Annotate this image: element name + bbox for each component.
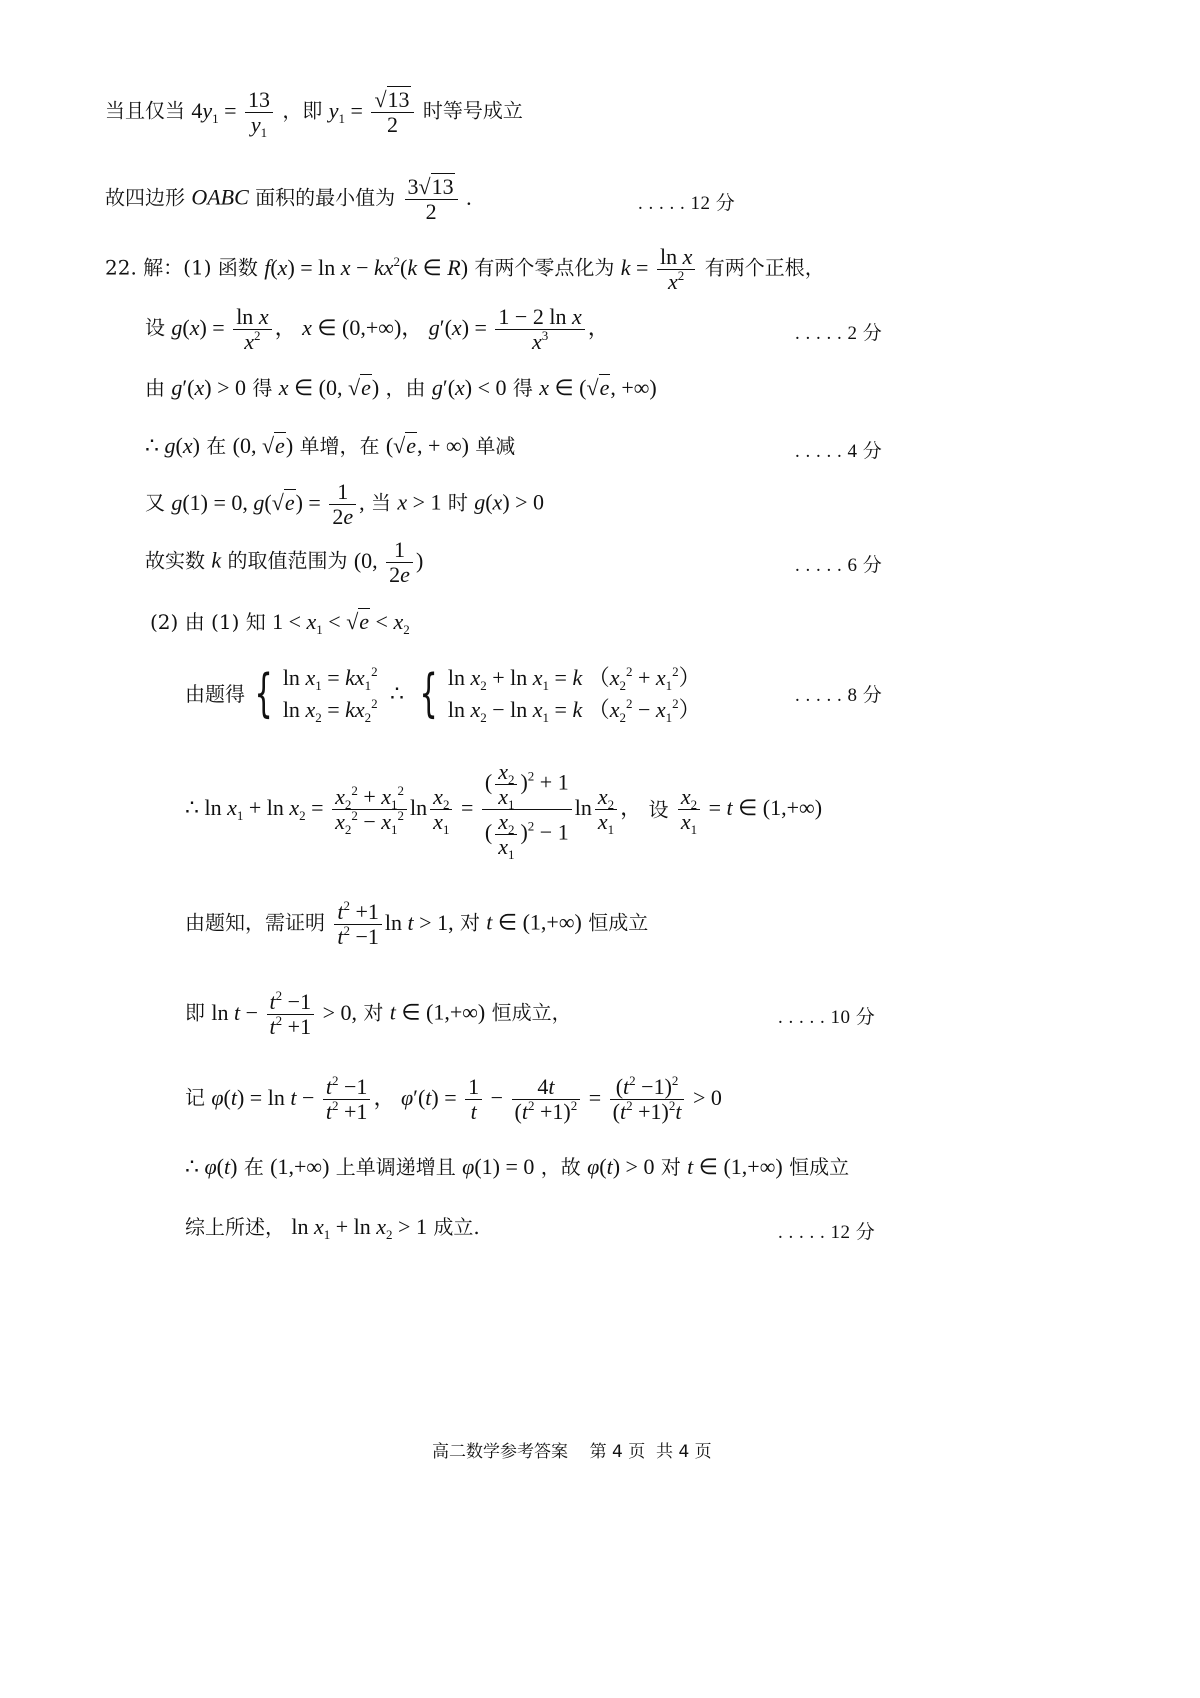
- line-system: [185, 662, 701, 726]
- math: φ(t) = ln t − $\frac{t^2 -1}{t^2 +1}$ ， φ′(t) = $\frac{1}{t}$ − $\frac{4t}{(t^2 +1)^2}$ = $\frac{(t^2 -1)^2}{(t^2 +1)^2t}$ > 0: [211, 1073, 722, 1124]
- text: 故实数: [145, 548, 205, 573]
- math: g(x) > 0: [474, 489, 545, 515]
- text: 面积的最小值为: [255, 185, 396, 210]
- text: 对: [660, 1155, 681, 1179]
- brace-icon: {: [254, 664, 274, 724]
- text: 对: [459, 910, 480, 935]
- text: 在: [206, 434, 227, 458]
- line-phi-monotonic: [185, 1155, 849, 1179]
- text: 时等号成立: [422, 98, 523, 123]
- line-min-area: [105, 175, 472, 224]
- text: 得: [512, 376, 533, 400]
- line-define-g: [145, 305, 610, 354]
- math: t ∈ (1,+∞): [389, 999, 486, 1025]
- math: g(x) = $\frac{\text{ln x}}{x^2}$ ， x ∈ (0,+∞)， g′(x) = $\frac{\text{1 − 2 ln x}}{x^3}$ ，: [171, 304, 610, 354]
- math: ∴ φ(t): [185, 1154, 238, 1179]
- text: 上单调递增且: [335, 1155, 456, 1179]
- math: t ∈ (1,+∞): [687, 1154, 783, 1179]
- math: (√e, + ∞): [385, 433, 469, 458]
- text: 设: [648, 797, 669, 822]
- text: (2) 由 (1) 知: [150, 610, 266, 634]
- math: φ(1) = 0: [462, 1154, 535, 1179]
- text: 综上所述，: [185, 1215, 285, 1239]
- score-8: . . . . . 8 分: [795, 685, 883, 706]
- line-equality-condition: [105, 87, 523, 140]
- brace-icon: {: [419, 664, 439, 724]
- line-part2: [150, 609, 410, 637]
- math: $4y_1$ = $\frac{13}{y_1}$: [191, 98, 276, 123]
- math: ∴ $\ln x_1 + \ln x_2$ = $\frac{x_2^2 + x_1^2}{x_2^2 - x_1^2}$ ln $\frac{x_2}{x_1}$ = ( $\frac{x_2}{x_1}$ )$^2$ + 1 ( $\frac{x_2}{x_1}$ )$^2$ − 1 ln $\frac{x_2}{x_1}$ ，: [185, 759, 643, 862]
- text: 单减: [475, 434, 516, 458]
- text: 恒成立: [588, 910, 649, 935]
- text: 的取值范围为: [227, 548, 348, 573]
- math: $1 < x_1 < √e < x_2$: [272, 609, 410, 637]
- score-12-a: . . . . . 12 分: [638, 193, 736, 214]
- text: 恒成立，: [491, 1000, 572, 1025]
- therefore: ∴: [390, 681, 405, 706]
- math: $\ln x_2 + \ln x_1 = k$ $(x_2^2 + x_1^2)$ $\ln x_2 - \ln x_1 = k$ $(x_2^2 - x_1^2)$: [447, 664, 701, 725]
- math: $\frac{x_2}{x_1}$ = t ∈ (1,+∞): [675, 795, 822, 820]
- text: 由题知，需证明: [185, 910, 325, 935]
- math: x ∈ (√e, +∞): [539, 375, 657, 400]
- text: 对: [363, 1000, 384, 1025]
- text: ，故: [540, 1155, 581, 1179]
- text: 由题得: [185, 682, 245, 706]
- text: 当且仅当: [105, 98, 185, 123]
- text: ，即: [282, 98, 323, 123]
- math: $\frac{t^2 +1}{t^2 -1}$ ln t > 1,: [331, 910, 453, 935]
- math: g′(x) < 0: [431, 375, 507, 400]
- line-phi: [185, 1075, 722, 1124]
- text: 设: [145, 315, 165, 340]
- math: OABC: [191, 184, 249, 210]
- text: 又: [145, 490, 165, 515]
- math: t ∈ (1,+∞): [486, 909, 582, 935]
- line-monotonic-g: [145, 434, 515, 458]
- text: 恒成立: [789, 1155, 850, 1179]
- math: k: [211, 547, 222, 573]
- text: 当: [370, 490, 391, 515]
- text: ，由: [385, 376, 426, 400]
- math: x ∈ (0, √e): [278, 375, 380, 400]
- line-equivalent: [185, 990, 572, 1039]
- text: 成立.: [433, 1215, 480, 1239]
- text: 即: [185, 1000, 205, 1025]
- math: ∴ g(x): [145, 433, 200, 458]
- line-q22-intro: [105, 245, 825, 294]
- text: 得: [252, 376, 273, 400]
- math: g(1) = 0, g(√e) = $\frac{1}{2e}$ ,: [171, 479, 365, 529]
- text: 有两个正根，: [704, 255, 825, 280]
- line-range-k: [145, 538, 423, 587]
- line-need-prove: [185, 900, 648, 949]
- math: (0, √e): [232, 433, 294, 458]
- score-10: . . . . . 10 分: [778, 1007, 876, 1028]
- math: ln t − $\frac{t^2 -1}{t^2 +1}$ > 0,: [211, 988, 357, 1039]
- text: 记: [185, 1085, 205, 1110]
- math: (1,+∞): [270, 1154, 330, 1179]
- line-derivative-sign: [145, 376, 657, 400]
- text: 故四边形: [105, 185, 185, 210]
- line-conclusion: [185, 1214, 480, 1242]
- math: x > 1: [397, 489, 442, 515]
- score-6: . . . . . 6 分: [795, 555, 883, 576]
- text: 时: [447, 490, 468, 515]
- line-values-g: [145, 480, 544, 529]
- math: $\ln x_1 + \ln x_2 > 1$: [291, 1214, 427, 1242]
- text: 由: [145, 376, 165, 400]
- score-4: . . . . . 4 分: [795, 441, 883, 462]
- math: $y_1$ = $\frac{√13}{2}$: [329, 98, 417, 123]
- math: $f(x) = \ln x - kx^2(k$ ∈ R): [264, 253, 469, 280]
- line-sum-ln: [185, 759, 823, 862]
- math: k = $\frac{\text{ln x}}{x^2}$: [621, 255, 699, 280]
- math: $\ln x_1 = kx_1^2$ $\ln x_2 = kx_2^2$: [282, 664, 378, 725]
- math: φ(t) > 0: [587, 1154, 655, 1179]
- text: 有两个零点化为: [474, 255, 615, 280]
- math: (0, $\frac{1}{2e}$ ): [353, 537, 424, 587]
- score-2: . . . . . 2 分: [795, 323, 883, 344]
- math: $\frac{3√13}{2}$ .: [402, 185, 472, 210]
- text: 22. 解：(1) 函数: [105, 255, 258, 280]
- page-footer: 高二数学参考答案 第 4 页 共 4 页: [432, 1442, 712, 1462]
- math: g′(x) > 0: [171, 375, 246, 400]
- text: 单增，在: [299, 434, 380, 458]
- score-12-b: . . . . . 12 分: [778, 1222, 876, 1243]
- text: 在: [243, 1155, 264, 1179]
